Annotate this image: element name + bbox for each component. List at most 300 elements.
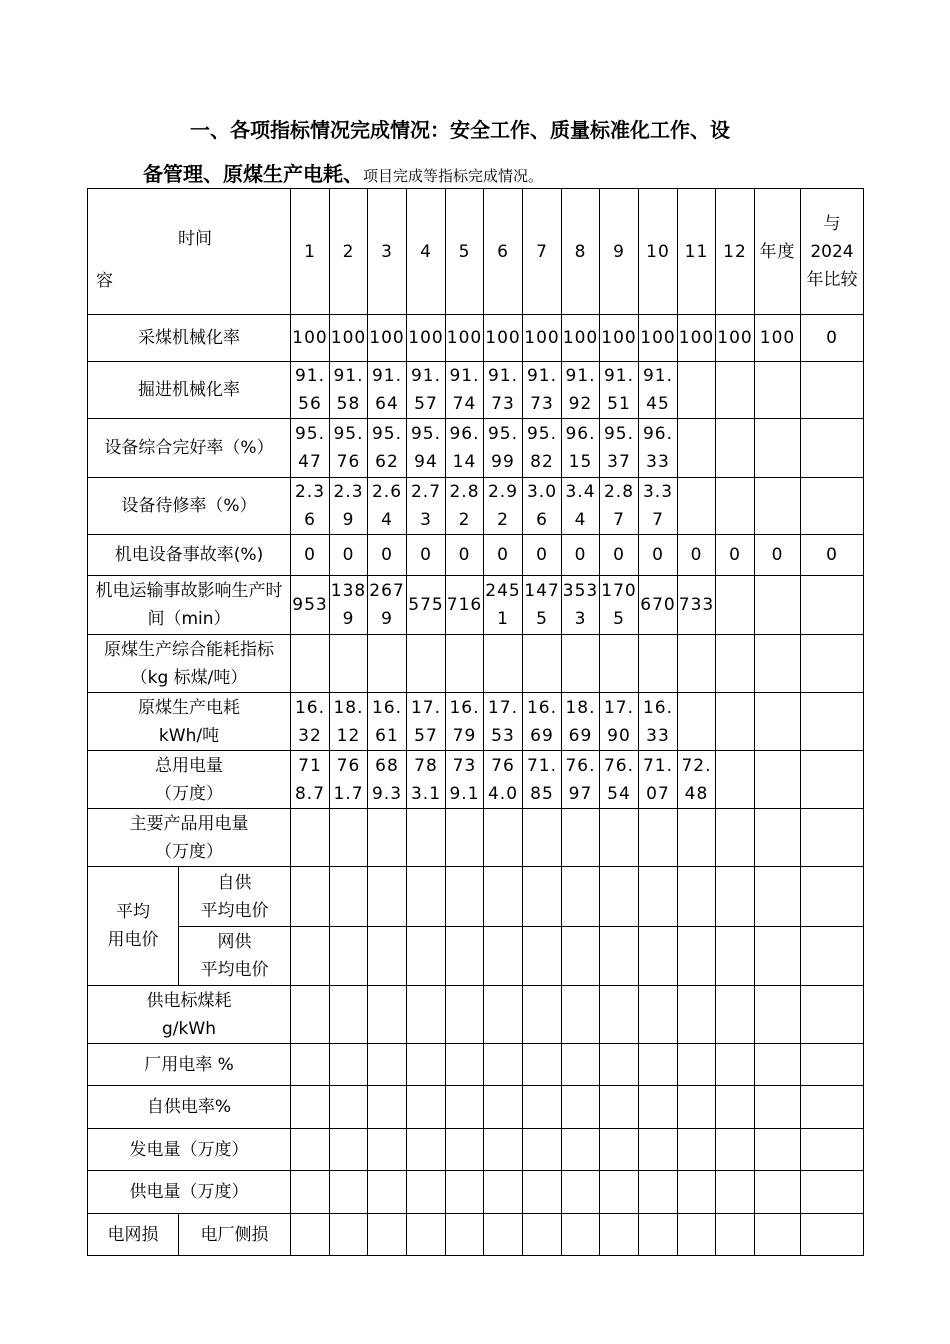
row-total-power: [88, 751, 864, 809]
value-cell: [716, 1044, 755, 1086]
value-cell: [407, 635, 446, 693]
value-cell: [407, 927, 446, 986]
compare-cell: 0: [801, 315, 864, 362]
value-cell: 3.44: [562, 478, 600, 535]
value-cell: 3533: [562, 576, 600, 635]
month-header: 9: [600, 189, 639, 315]
label-line-1: 主要产品用电量: [129, 813, 249, 834]
compare-line: 2024: [810, 241, 854, 262]
heading-line-2-tail: 项目完成等指标完成情况。: [363, 167, 544, 185]
value-cell: [291, 986, 330, 1044]
value-cell: [562, 1214, 600, 1256]
value-cell: 91.73: [523, 362, 562, 419]
value-cell: [600, 1214, 639, 1256]
value-cell: 96.15: [562, 419, 600, 478]
value-cell: [446, 1171, 484, 1214]
heading-line-1: 一、各项指标情况完成情况：安全工作、质量标准化工作、设: [190, 118, 730, 142]
value-cell: [678, 927, 716, 986]
value-cell: [291, 1214, 330, 1256]
value-cell: 72.48: [678, 751, 716, 809]
value-cell: 2451: [484, 576, 523, 635]
value-cell: 0: [523, 535, 562, 576]
plant-loss-label: 电厂侧损: [179, 1214, 291, 1256]
value-cell: [678, 1171, 716, 1214]
value-cell: 0: [716, 535, 755, 576]
label-line-1: 总用电量: [155, 755, 223, 776]
value-cell: 91.57: [407, 362, 446, 419]
value-cell: [716, 693, 755, 751]
label-line-1: 平均: [116, 902, 150, 922]
value-cell: 783.1: [407, 751, 446, 809]
row-main-product: [88, 809, 864, 867]
row-label: [88, 478, 291, 535]
value-cell: 71.07: [639, 751, 678, 809]
corner-content: 容: [96, 270, 113, 291]
value-cell: [484, 1214, 523, 1256]
indicator-table: [87, 188, 864, 1256]
value-cell: [523, 809, 562, 867]
value-cell: [716, 927, 755, 986]
value-cell: [716, 809, 755, 867]
value-cell: [446, 635, 484, 693]
month-header: 2: [330, 189, 368, 315]
row-label: [88, 986, 291, 1044]
row-label: [88, 1044, 291, 1086]
value-cell: [446, 1214, 484, 1256]
value-cell: [484, 1129, 523, 1171]
label-text: 采煤机械化率: [138, 328, 240, 348]
value-cell: 91.92: [562, 362, 600, 419]
month-header: 11: [678, 189, 716, 315]
value-cell: 0: [291, 535, 330, 576]
value-cell: [716, 867, 755, 927]
value-cell: 91.58: [330, 362, 368, 419]
label-text: 设备待修率（%）: [121, 496, 257, 516]
value-cell: [600, 1086, 639, 1129]
compare-cell: [801, 1171, 864, 1214]
value-cell: 764.0: [484, 751, 523, 809]
row-supply: [88, 1171, 864, 1214]
row-accident-time: [88, 576, 864, 635]
value-cell: 91.64: [368, 362, 407, 419]
value-cell: [639, 927, 678, 986]
value-cell: [523, 867, 562, 927]
value-cell: [562, 1171, 600, 1214]
value-cell: [484, 1086, 523, 1129]
value-cell: [330, 1129, 368, 1171]
row-equip-repair: [88, 478, 864, 535]
value-cell: 95.94: [407, 419, 446, 478]
row-plant-rate: [88, 1044, 864, 1086]
value-cell: 100: [600, 315, 639, 362]
label-text: 厂用电率 %: [144, 1054, 234, 1075]
value-cell: [484, 1171, 523, 1214]
value-cell: [600, 635, 639, 693]
value-cell: [407, 1086, 446, 1129]
label-text: 原煤生产综合能耗指标（kg 标煤/吨）: [104, 639, 274, 688]
label-line-2: kWh/吨: [158, 725, 220, 746]
value-cell: 3.37: [639, 478, 678, 535]
value-cell: 100: [291, 315, 330, 362]
value-cell: 0: [407, 535, 446, 576]
compare-cell: [801, 1129, 864, 1171]
value-cell: [600, 867, 639, 927]
value-cell: 91.51: [600, 362, 639, 419]
value-cell: 2.36: [291, 478, 330, 535]
value-cell: 1389: [330, 576, 368, 635]
corner-header: [88, 189, 291, 315]
value-cell: [446, 927, 484, 986]
value-cell: [330, 867, 368, 927]
value-cell: [716, 1214, 755, 1256]
value-cell: [446, 1129, 484, 1171]
value-cell: [291, 809, 330, 867]
value-cell: [678, 478, 716, 535]
value-cell: [716, 1129, 755, 1171]
row-generation: [88, 1129, 864, 1171]
annual-cell: [755, 867, 801, 927]
value-cell: [484, 867, 523, 927]
value-cell: [562, 986, 600, 1044]
compare-cell: [801, 1086, 864, 1129]
month-header: 4: [407, 189, 446, 315]
value-cell: [407, 1214, 446, 1256]
value-cell: 100: [523, 315, 562, 362]
value-cell: [330, 635, 368, 693]
value-cell: [716, 635, 755, 693]
row-label: [88, 1129, 291, 1171]
row-energy-index: [88, 635, 864, 693]
annual-cell: [755, 478, 801, 535]
annual-cell: [755, 751, 801, 809]
month-header: 3: [368, 189, 407, 315]
value-cell: [484, 1044, 523, 1086]
value-cell: [368, 867, 407, 927]
compare-cell: [801, 478, 864, 535]
value-cell: 91.45: [639, 362, 678, 419]
value-cell: [291, 635, 330, 693]
value-cell: [523, 1044, 562, 1086]
compare-cell: [801, 419, 864, 478]
annual-cell: [755, 927, 801, 986]
month-header: 12: [716, 189, 755, 315]
value-cell: [523, 1171, 562, 1214]
value-cell: 96.14: [446, 419, 484, 478]
compare-cell: [801, 809, 864, 867]
value-cell: [407, 867, 446, 927]
value-cell: 95.99: [484, 419, 523, 478]
value-cell: [600, 986, 639, 1044]
value-cell: 17.57: [407, 693, 446, 751]
row-label: [88, 1171, 291, 1214]
value-cell: 76.97: [562, 751, 600, 809]
value-cell: [716, 478, 755, 535]
value-cell: 0: [639, 535, 678, 576]
value-cell: 100: [407, 315, 446, 362]
value-cell: [600, 927, 639, 986]
value-cell: 100: [716, 315, 755, 362]
value-cell: [330, 1171, 368, 1214]
value-cell: [562, 809, 600, 867]
value-cell: 0: [368, 535, 407, 576]
compare-line: 与: [823, 213, 841, 234]
value-cell: [446, 809, 484, 867]
value-cell: 739.1: [446, 751, 484, 809]
value-cell: [600, 1129, 639, 1171]
value-cell: [562, 1044, 600, 1086]
row-label: [88, 635, 291, 693]
value-cell: [368, 927, 407, 986]
value-cell: [407, 986, 446, 1044]
value-cell: 761.7: [330, 751, 368, 809]
value-cell: 16.79: [446, 693, 484, 751]
value-cell: [291, 1086, 330, 1129]
value-cell: [716, 362, 755, 419]
corner-wrap: [88, 190, 290, 314]
grid-loss-label: 电网损: [88, 1214, 179, 1256]
annual-cell: 100: [755, 315, 801, 362]
value-cell: 95.47: [291, 419, 330, 478]
label-text: 机电设备事故率(%): [114, 545, 264, 565]
value-cell: [678, 809, 716, 867]
value-cell: [678, 867, 716, 927]
value-cell: [368, 635, 407, 693]
month-header: 7: [523, 189, 562, 315]
label-line-1: 网供: [217, 932, 252, 952]
value-cell: 670: [639, 576, 678, 635]
compare-cell: [801, 362, 864, 419]
annual-cell: [755, 1171, 801, 1214]
row-mech-mining: [88, 315, 864, 362]
value-cell: [523, 1129, 562, 1171]
compare-cell: [801, 867, 864, 927]
value-cell: 100: [484, 315, 523, 362]
label-line-2: 平均电价: [200, 960, 269, 980]
annual-cell: [755, 1129, 801, 1171]
value-cell: 17.53: [484, 693, 523, 751]
value-cell: [678, 1086, 716, 1129]
label-line-2: g/kWh: [162, 1018, 216, 1039]
annual-cell: [755, 362, 801, 419]
value-cell: [716, 1171, 755, 1214]
label-line-1: 自供: [217, 872, 252, 893]
value-cell: [446, 1086, 484, 1129]
value-cell: [716, 986, 755, 1044]
value-cell: [484, 635, 523, 693]
value-cell: [291, 867, 330, 927]
value-cell: [639, 1044, 678, 1086]
value-cell: 76.54: [600, 751, 639, 809]
value-cell: 2.39: [330, 478, 368, 535]
label-text: 机电运输事故影响生产时间（min）: [95, 581, 283, 629]
label-line-1: 供电标煤耗: [146, 990, 232, 1011]
value-cell: [291, 1129, 330, 1171]
value-cell: 0: [330, 535, 368, 576]
row-grid-loss: [88, 1214, 864, 1256]
value-cell: [523, 986, 562, 1044]
value-cell: 100: [368, 315, 407, 362]
annual-cell: 0: [755, 535, 801, 576]
value-cell: 91.56: [291, 362, 330, 419]
annual-cell: [755, 635, 801, 693]
value-cell: [639, 1129, 678, 1171]
value-cell: [562, 635, 600, 693]
value-cell: 16.69: [523, 693, 562, 751]
value-cell: [523, 1086, 562, 1129]
row-avg-price-grid: [88, 927, 864, 986]
label-line-2: （万度）: [155, 783, 223, 804]
row-power-per-ton: [88, 693, 864, 751]
heading-line-2-bold: 备管理、原煤生产电耗、: [143, 162, 363, 186]
corner-time: 时间: [178, 228, 212, 249]
month-header: 6: [484, 189, 523, 315]
compare-cell: [801, 927, 864, 986]
value-cell: [678, 1214, 716, 1256]
value-cell: [678, 986, 716, 1044]
row-avg-price-self: [88, 867, 864, 927]
value-cell: [562, 927, 600, 986]
label-text: 掘进机械化率: [138, 380, 240, 400]
value-cell: [330, 1044, 368, 1086]
value-cell: 100: [678, 315, 716, 362]
value-cell: 100: [639, 315, 678, 362]
value-cell: 18.69: [562, 693, 600, 751]
value-cell: 91.74: [446, 362, 484, 419]
value-cell: 2.82: [446, 478, 484, 535]
label-text: 供电量（万度）: [129, 1182, 249, 1202]
self-supply-label: [179, 867, 291, 927]
value-cell: [330, 986, 368, 1044]
label-text: 发电量（万度）: [129, 1139, 249, 1160]
heading-line-2: [143, 158, 543, 187]
compare-line: 年比较: [806, 269, 858, 290]
label-text: 自供电率%: [146, 1097, 232, 1117]
value-cell: 718.7: [291, 751, 330, 809]
month-header: 5: [446, 189, 484, 315]
header-row: [88, 189, 864, 315]
value-cell: 95.37: [600, 419, 639, 478]
value-cell: [562, 1086, 600, 1129]
row-label: [88, 576, 291, 635]
label-text: 设备综合完好率（%）: [104, 438, 274, 458]
table-body: [88, 189, 864, 1256]
value-cell: 16.61: [368, 693, 407, 751]
value-cell: [330, 1214, 368, 1256]
row-label: [88, 1086, 291, 1129]
value-cell: 716: [446, 576, 484, 635]
value-cell: [678, 693, 716, 751]
compare-cell: [801, 1214, 864, 1256]
label-line-1: 原煤生产电耗: [138, 697, 240, 718]
value-cell: 0: [562, 535, 600, 576]
value-cell: [484, 927, 523, 986]
value-cell: [368, 1129, 407, 1171]
compare-cell: [801, 635, 864, 693]
grid-supply-label: [179, 927, 291, 986]
compare-header: [801, 189, 864, 315]
value-cell: 95.62: [368, 419, 407, 478]
value-cell: [330, 1086, 368, 1129]
value-cell: 91.73: [484, 362, 523, 419]
value-cell: [523, 927, 562, 986]
value-cell: [639, 986, 678, 1044]
row-equip-good: [88, 419, 864, 478]
value-cell: [291, 1171, 330, 1214]
value-cell: 96.33: [639, 419, 678, 478]
value-cell: 733: [678, 576, 716, 635]
avg-price-label: [88, 867, 179, 986]
value-cell: 0: [484, 535, 523, 576]
value-cell: [639, 1214, 678, 1256]
row-accident-rate: [88, 535, 864, 576]
row-label: [88, 751, 291, 809]
value-cell: 95.82: [523, 419, 562, 478]
value-cell: 2.64: [368, 478, 407, 535]
annual-cell: [755, 419, 801, 478]
value-cell: [600, 1171, 639, 1214]
value-cell: 18.12: [330, 693, 368, 751]
value-cell: [368, 809, 407, 867]
compare-cell: [801, 576, 864, 635]
value-cell: 2.87: [600, 478, 639, 535]
compare-cell: [801, 986, 864, 1044]
value-cell: [446, 1044, 484, 1086]
value-cell: [523, 1214, 562, 1256]
value-cell: [716, 1086, 755, 1129]
annual-header: 年度: [755, 189, 801, 315]
value-cell: 16.33: [639, 693, 678, 751]
row-label: [88, 419, 291, 478]
annual-cell: [755, 693, 801, 751]
value-cell: [562, 1129, 600, 1171]
compare-cell: [801, 751, 864, 809]
value-cell: [600, 1044, 639, 1086]
value-cell: [523, 635, 562, 693]
value-cell: 16.32: [291, 693, 330, 751]
row-label: [88, 535, 291, 576]
value-cell: 953: [291, 576, 330, 635]
value-cell: [330, 809, 368, 867]
month-header: 10: [639, 189, 678, 315]
annual-cell: [755, 1214, 801, 1256]
value-cell: [368, 1086, 407, 1129]
row-label: [88, 809, 291, 867]
month-header: 8: [562, 189, 600, 315]
value-cell: [639, 867, 678, 927]
value-cell: [484, 986, 523, 1044]
label-line-2: （万度）: [155, 841, 223, 862]
value-cell: [330, 927, 368, 986]
value-cell: 71.85: [523, 751, 562, 809]
value-cell: 575: [407, 576, 446, 635]
value-cell: [407, 809, 446, 867]
annual-cell: [755, 1086, 801, 1129]
value-cell: [407, 1129, 446, 1171]
value-cell: 0: [600, 535, 639, 576]
value-cell: [446, 867, 484, 927]
value-cell: 0: [678, 535, 716, 576]
value-cell: [639, 635, 678, 693]
annual-cell: [755, 809, 801, 867]
row-label: [88, 362, 291, 419]
value-cell: 1705: [600, 576, 639, 635]
value-cell: [446, 986, 484, 1044]
row-self-rate: [88, 1086, 864, 1129]
label-line-2: 平均电价: [200, 900, 269, 921]
month-header: 1: [291, 189, 330, 315]
value-cell: [639, 809, 678, 867]
value-cell: 17.90: [600, 693, 639, 751]
